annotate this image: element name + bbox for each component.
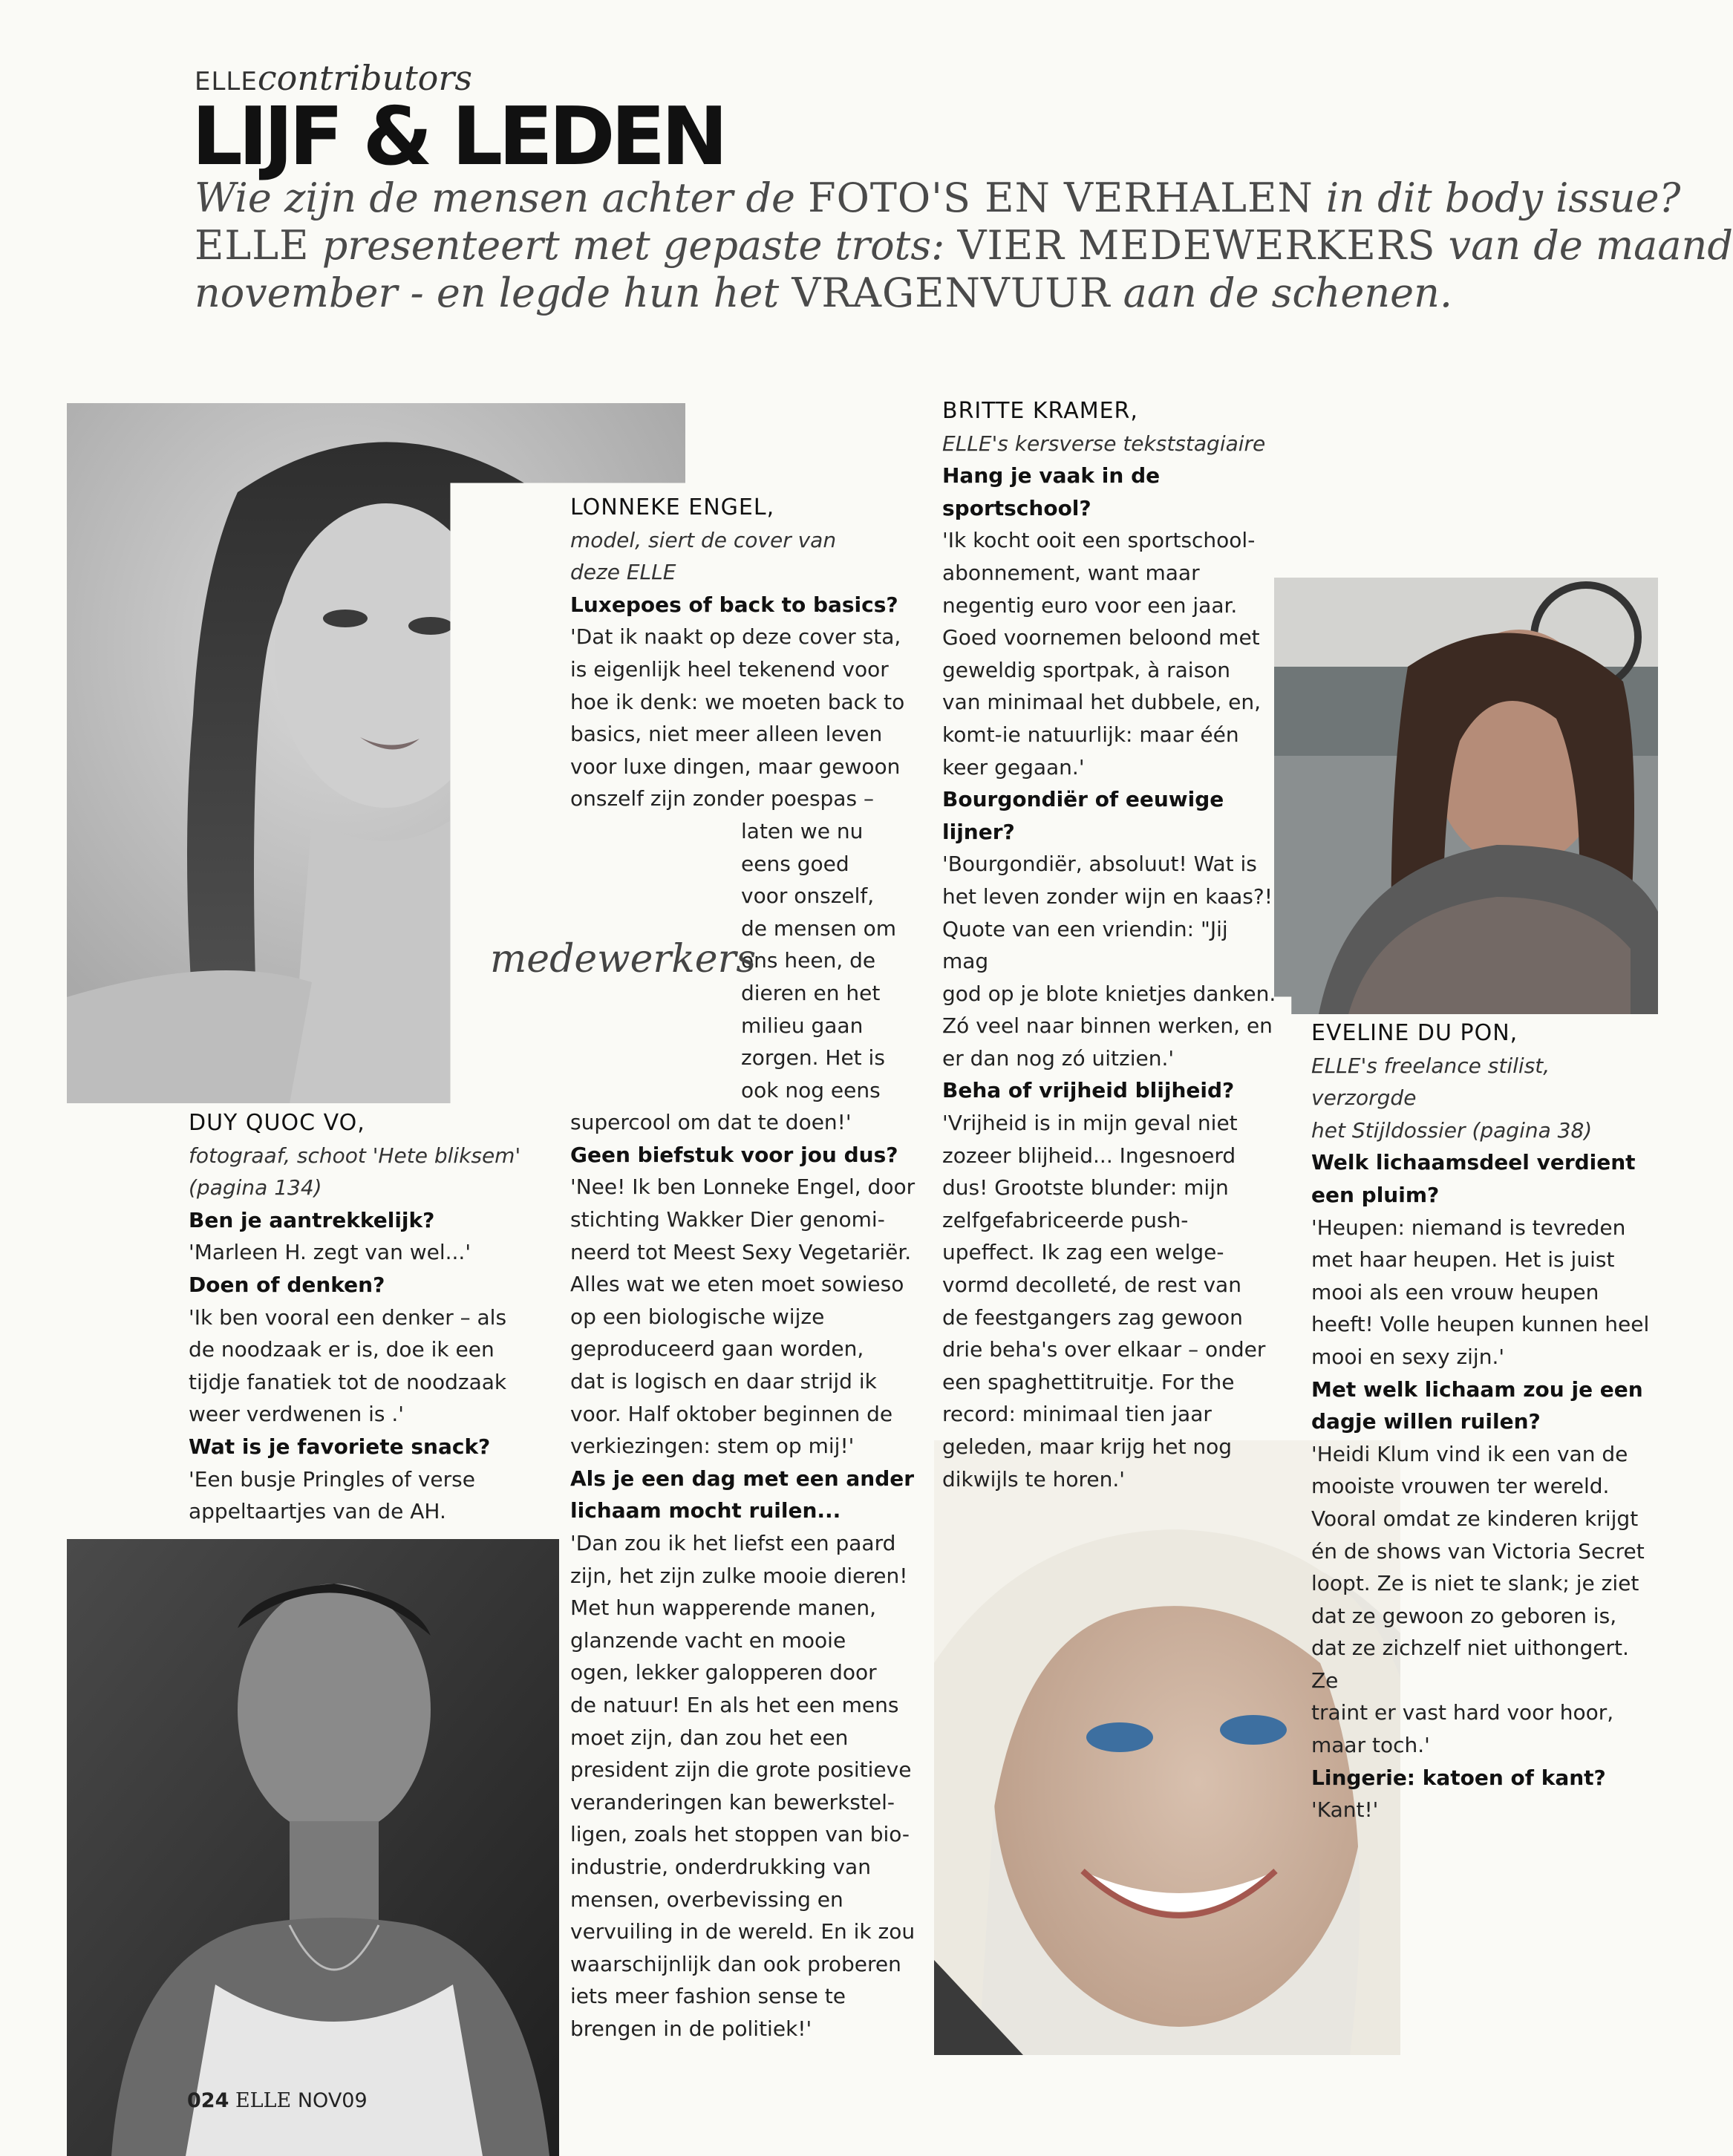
deck-segment: Wie zijn de mensen achter de (195, 174, 809, 221)
question: Ben je aantrekkelijk? (189, 1207, 435, 1232)
deck-intro (195, 174, 1733, 317)
contributor-name: BRITTE KRAMER, (942, 398, 1138, 424)
question: Welk lichaamsdeel verdient (1311, 1150, 1636, 1175)
kicker-brand: ELLE (195, 67, 258, 97)
answer-line: 'Vrijheid is in mijn geval niet (942, 1111, 1238, 1136)
answer-line: industrie, onderdrukking van (570, 1854, 871, 1879)
answer-line: voor. Half oktober beginnen de (570, 1401, 893, 1426)
answer-line: moet zijn, dan zou het een (570, 1725, 849, 1750)
answer-line: dat ze zichzelf niet uithongert. Ze (1311, 1636, 1629, 1693)
contributor-name: DUY QUOC VO, (189, 1110, 365, 1136)
answer-line: is eigenlijk heel tekenend voor (570, 656, 889, 682)
contributor-role: deze ELLE (570, 560, 676, 585)
contributor-role: ELLE's freelance stilist, verzorgde (1311, 1053, 1550, 1111)
contributor-role: (pagina 134) (189, 1175, 322, 1200)
deck-segment: ELLE (195, 222, 310, 269)
photo-eveline (1274, 578, 1658, 1014)
answer-line: op een biologische wijze (570, 1304, 825, 1329)
answer-line: keer gegaan.' (942, 754, 1085, 780)
answer-line: Alles wat we eten moet sowieso (570, 1272, 904, 1297)
deck-line (195, 174, 1681, 222)
answer-line: verkiezingen: stem op mij!' (570, 1434, 855, 1459)
answer-line: 'Marleen H. zegt van wel...' (189, 1240, 471, 1265)
answer-line: maar toch.' (1311, 1733, 1430, 1758)
answer-line: hoe ik denk: we moeten back to (570, 689, 905, 714)
folio-issue: NOV09 (297, 2089, 368, 2112)
answer-line: geleden, maar krijg het nog (942, 1434, 1233, 1459)
answer-line: zijn, het zijn zulke mooie dieren! (570, 1563, 908, 1588)
answer-line: zozeer blijheid... Ingesnoerd (942, 1143, 1236, 1168)
question: Bourgondiër of eeuwige (942, 787, 1224, 812)
page-title: LIJF & LEDEN (192, 91, 724, 183)
answer-line: dus! Grootste blunder: mijn (942, 1175, 1229, 1200)
question: lichaam mocht ruilen... (570, 1498, 841, 1523)
answer-line: brengen in de politiek!' (570, 2016, 812, 2041)
question: Hang je vaak in de (942, 463, 1161, 489)
answer-line: heeft! Volle heupen kunnen heel (1311, 1312, 1650, 1337)
answer-line: van minimaal het dubbele, en, (942, 690, 1262, 715)
deck-segment: FOTO'S EN VERHALEN (808, 174, 1313, 221)
answer-line: dat is logisch en daar strijd ik (570, 1369, 877, 1394)
question: Wat is je favoriete snack? (189, 1434, 491, 1459)
answer-line: de natuur! En als het een mens (570, 1692, 899, 1717)
question: Luxepoes of back to basics? (570, 592, 898, 617)
answer-line: upeffect. Ik zag een welge- (942, 1240, 1224, 1265)
answer-line: 'Heupen: niemand is tevreden (1311, 1215, 1626, 1240)
answer-line: president zijn die grote positieve (570, 1757, 912, 1783)
article-eveline (1311, 1017, 1653, 1826)
page-number: 024 (187, 2089, 229, 2112)
answer-line: stichting Wakker Dier genomi- (570, 1207, 885, 1232)
answer-line: drie beha's over elkaar – onder (942, 1337, 1266, 1362)
answer-line: ogen, lekker galopperen door (570, 1660, 877, 1685)
answer-line: mooiste vrouwen ter wereld. (1311, 1474, 1610, 1499)
answer-line: ook nog eens (741, 1077, 881, 1102)
deck-segment: in dit body issue? (1313, 174, 1681, 221)
deck-segment: presenteert met gepaste trots: (309, 222, 958, 269)
deck-segment: VRAGENVUUR (792, 270, 1111, 316)
photo-duy (67, 1539, 559, 2156)
answer-line: negentig euro voor een jaar. (942, 592, 1238, 618)
contributor-role: model, siert de cover van (570, 527, 837, 552)
kicker-section: contributors (257, 58, 472, 98)
answer-line: Met hun wapperende manen, (570, 1595, 877, 1621)
deck-line (195, 222, 1733, 270)
deck-segment: VIER MEDEWERKERS (957, 222, 1436, 269)
answer-line: veranderingen kan bewerkstel- (570, 1789, 895, 1814)
answer-line: met haar heupen. Het is juist (1311, 1247, 1615, 1273)
question: Doen of denken? (189, 1272, 385, 1297)
answer-line: basics, niet meer alleen leven (570, 722, 883, 747)
answer-line: vormd decolleté, de rest van (942, 1273, 1241, 1298)
answer-line: 'Ik kocht ooit een sportschool- (942, 528, 1256, 553)
answer-line: milieu gaan (741, 1013, 864, 1038)
answer-line: een spaghettitruitje. For the (942, 1369, 1235, 1394)
question: een pluim? (1311, 1182, 1440, 1207)
question: dagje willen ruilen? (1311, 1409, 1541, 1434)
question: Met welk lichaam zou je een (1311, 1376, 1643, 1402)
page-folio (187, 2089, 368, 2112)
answer-line: laten we nu (741, 818, 864, 843)
answer-line: 'Dat ik naakt op deze cover sta, (570, 624, 901, 650)
contributor-role: fotograaf, schoot 'Hete bliksem' (189, 1143, 521, 1168)
answer-line: er dan nog zó uitzien.' (942, 1045, 1175, 1071)
answer-line: dat ze gewoon zo geboren is, (1311, 1603, 1617, 1628)
question: Geen biefstuk voor jou dus? (570, 1142, 898, 1167)
question: Lingerie: katoen of kant? (1311, 1765, 1606, 1790)
answer-line: Quote van een vriendin: "Jij mag (942, 916, 1228, 974)
answer-line: loopt. Ze is niet te slank; je ziet (1311, 1571, 1639, 1596)
answer-line: Goed voornemen beloond met (942, 625, 1260, 650)
answer-line: waarschijnlijk dan ook proberen (570, 1951, 901, 1976)
answer-line: weer verdwenen is .' (189, 1402, 404, 1427)
answer-line: god op je blote knietjes danken. (942, 981, 1276, 1006)
answer-line: mensen, overbevissing en (570, 1886, 843, 1912)
answer-line: 'Ik ben vooral een denker – als (189, 1304, 507, 1330)
answer-line: de feestgangers zag gewoon (942, 1304, 1243, 1330)
side-label: medewerkers (490, 937, 757, 981)
deck-line (195, 270, 1568, 317)
answer-line: eens goed (741, 851, 849, 876)
answer-line: de mensen om (741, 915, 897, 941)
deck-segment: aan de schenen. (1110, 270, 1453, 316)
answer-line: zelfgefabriceerde push- (942, 1207, 1189, 1232)
folio-brand: ELLE (235, 2089, 292, 2112)
answer-line: geproduceerd gaan worden, (570, 1336, 864, 1362)
answer-line: 'Heidi Klum vind ik een van de (1311, 1441, 1628, 1466)
answer-line: ligen, zoals het stoppen van bio- (570, 1822, 910, 1847)
question: sportschool? (942, 495, 1091, 520)
article-lonneke (570, 491, 919, 2045)
answer-line: 'Nee! Ik ben Lonneke Engel, door (570, 1175, 916, 1200)
article-duy (189, 1107, 552, 1528)
answer-line: voor onszelf, (741, 883, 875, 909)
answer-line: neerd tot Meest Sexy Vegetariër. (570, 1239, 912, 1264)
answer-line: abonnement, want maar (942, 560, 1200, 585)
answer-line: voor luxe dingen, maar gewoon (570, 754, 901, 779)
question: Beha of vrijheid blijheid? (942, 1078, 1235, 1103)
question: lijner? (942, 819, 1015, 844)
answer-line: geweldig sportpak, à raison (942, 657, 1231, 682)
answer-line: dikwijls te horen.' (942, 1466, 1125, 1492)
answer-line: 'Dan zou ik het liefst een paard (570, 1531, 896, 1555)
answer-line: 'Een busje Pringles of verse (189, 1466, 475, 1492)
deck-segment: november - en legde hun het (195, 270, 792, 316)
answer-line: én de shows van Victoria Secret (1311, 1538, 1645, 1564)
answer-line: dieren en het (741, 980, 881, 1005)
answer-line: de noodzaak er is, doe ik een (189, 1337, 495, 1362)
answer-line: mooi als een vrouw heupen (1311, 1279, 1599, 1304)
answer-line: Zó veel naar binnen werken, en (942, 1013, 1273, 1039)
answer-line: record: minimaal tien jaar (942, 1402, 1212, 1427)
answer-line: mooi en sexy zijn.' (1311, 1344, 1505, 1369)
answer-line: appeltaartjes van de AH. (189, 1499, 446, 1524)
answer-line: supercool om dat te doen!' (570, 1110, 852, 1135)
answer-line: tijdje fanatiek tot de noodzaak (189, 1369, 507, 1394)
answer-line: het leven zonder wijn en kaas?! (942, 883, 1273, 909)
contributor-role: het Stijldossier (pagina 38) (1311, 1117, 1593, 1143)
answer-line: onszelf zijn zonder poespas – (570, 786, 874, 811)
answer-line: Vooral omdat ze kinderen krijgt (1311, 1506, 1639, 1531)
answer-line: ons heen, de (741, 948, 876, 973)
contributor-name: EVELINE DU PON, (1311, 1020, 1518, 1046)
answer-line: 'Kant!' (1311, 1797, 1379, 1823)
contributor-role: ELLE's kersverse tekststagiaire (942, 431, 1266, 456)
answer-line: vervuiling in de wereld. En ik zou (570, 1919, 916, 1944)
article-britte (942, 395, 1276, 1495)
answer-line: traint er vast hard voor hoor, (1311, 1700, 1614, 1725)
deck-segment: van de maand (1435, 222, 1733, 269)
answer-line: zorgen. Het is (741, 1045, 885, 1071)
answer-line: 'Bourgondiër, absoluut! Wat is (942, 852, 1257, 877)
answer-line: komt-ie natuurlijk: maar één (942, 722, 1239, 747)
answer-line: iets meer fashion sense te (570, 1984, 846, 2009)
answer-line: glanzende vacht en mooie (570, 1627, 846, 1653)
question: Als je een dag met een ander (570, 1466, 915, 1491)
contributor-name: LONNEKE ENGEL, (570, 494, 775, 520)
